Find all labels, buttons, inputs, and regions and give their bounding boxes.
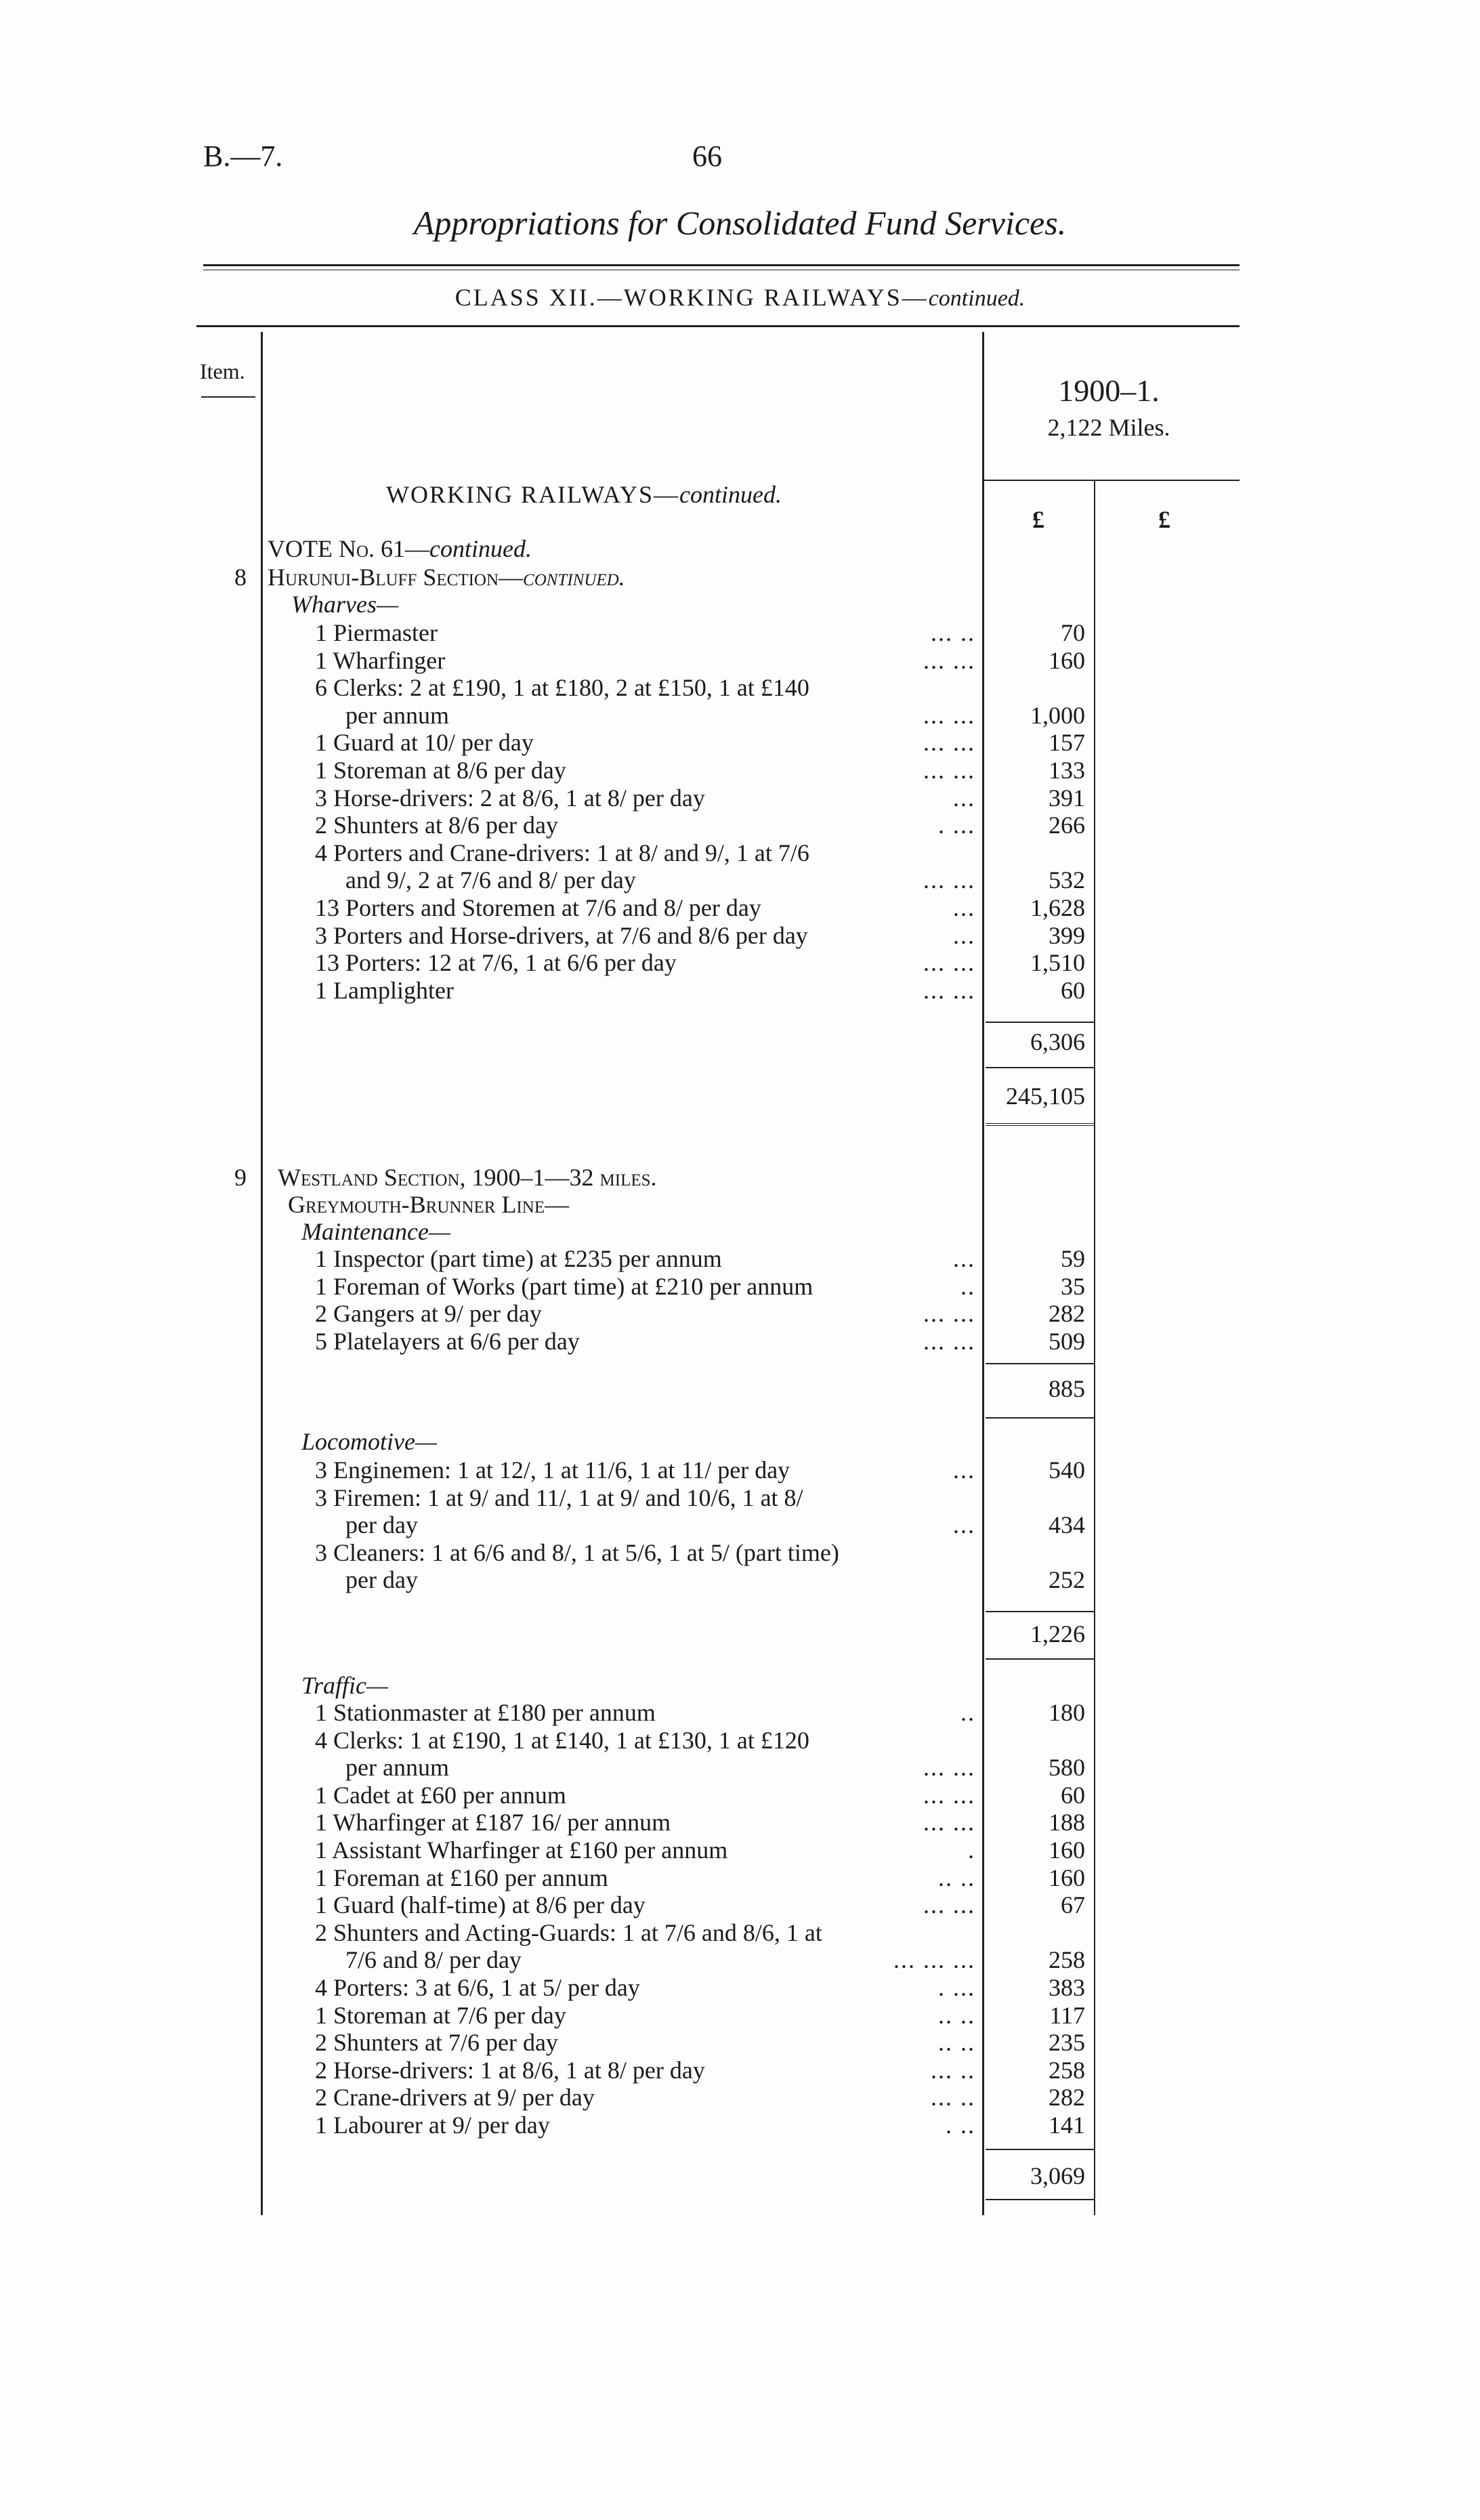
row-description: and 9/, 2 at 7/6 and 8/ per day	[345, 866, 636, 894]
table-row	[0, 1836, 1480, 1864]
row-leader-dots: ... ...	[923, 1891, 975, 1919]
traffic-heading: Traffic—	[301, 1672, 389, 1699]
table-row	[0, 1782, 1480, 1809]
row-amount: 258	[1049, 1946, 1085, 1974]
table-row	[0, 2112, 1480, 2139]
row-leader-dots: ... ...	[923, 1300, 975, 1327]
row-amount: 70	[1061, 619, 1085, 646]
row-description: 4 Porters: 3 at 6/6, 1 at 5/ per day	[315, 1974, 640, 2001]
row-description: 4 Porters and Crane-drivers: 1 at 8/ and 9/, 1 at 7/6	[315, 839, 809, 866]
table-row	[0, 1809, 1480, 1836]
table-row	[0, 647, 1480, 674]
table-row	[0, 1919, 1480, 1946]
table-row	[0, 1754, 1480, 1781]
row-amount: 235	[1049, 2029, 1085, 2057]
row-leader-dots: . ..	[946, 2112, 975, 2139]
row-description: 5 Platelayers at 6/6 per day	[315, 1327, 580, 1355]
row-amount: 60	[1061, 1781, 1085, 1809]
row-description: 2 Shunters at 8/6 per day	[315, 812, 558, 839]
row-leader-dots: ...	[953, 784, 975, 812]
row-description: 3 Firemen: 1 at 9/ and 11/, 1 at 9/ and 10/6, 1 at 8/	[315, 1484, 803, 1511]
row-description: 2 Horse-drivers: 1 at 8/6, 1 at 8/ per day	[315, 2056, 705, 2084]
subtotal-rule	[986, 1363, 1095, 1364]
table-row	[0, 866, 1480, 894]
row-leader-dots: .. ..	[938, 2001, 975, 2029]
row-amount: 188	[1049, 1809, 1085, 1836]
row-description: 7/6 and 8/ per day	[345, 1946, 522, 1974]
pound-header-2: £	[1158, 506, 1170, 533]
row-leader-dots: . ...	[938, 1974, 975, 2001]
document-reference: B.—7.	[203, 140, 283, 173]
table-row	[0, 977, 1480, 1004]
subtotal-rule	[986, 1417, 1095, 1419]
row-amount: 391	[1049, 784, 1085, 812]
table-row	[0, 1300, 1480, 1327]
row-leader-dots: ... ..	[931, 619, 975, 646]
pound-header-1: £	[1032, 506, 1044, 533]
subtotal-rule	[986, 1611, 1095, 1612]
row-amount: 35	[1061, 1272, 1085, 1300]
section-heading: WORKING RAILWAYS—continued.	[386, 481, 782, 508]
row-description: 2 Shunters and Acting-Guards: 1 at 7/6 and 8/6, 1 at	[315, 1918, 822, 1946]
row-leader-dots: ... ..	[931, 2056, 975, 2084]
row-leader-dots: .. ..	[938, 2029, 975, 2057]
row-leader-dots: .. ..	[938, 1864, 975, 1891]
maintenance-heading: Maintenance—	[301, 1218, 450, 1245]
row-leader-dots: ... ..	[931, 2084, 975, 2112]
row-leader-dots: ..	[960, 1699, 975, 1726]
row-description: 1 Foreman at £160 per annum	[315, 1864, 608, 1891]
table-row	[0, 1539, 1480, 1566]
row-amount: 266	[1049, 812, 1085, 839]
row-description: 1 Labourer at 9/ per day	[315, 2112, 550, 2139]
row-leader-dots: ... ...	[923, 757, 975, 784]
row-description: 3 Cleaners: 1 at 6/6 and 8/, 1 at 5/6, 1 at 5/ (part time)	[315, 1538, 839, 1566]
row-amount: 133	[1049, 757, 1085, 784]
table-row	[0, 1891, 1480, 1918]
row-leader-dots: ...	[953, 921, 975, 949]
row-amount: 540	[1049, 1456, 1085, 1484]
row-amount: 399	[1049, 921, 1085, 949]
row-description: 1 Storeman at 8/6 per day	[315, 757, 566, 784]
row-amount: 160	[1049, 1836, 1085, 1864]
row-leader-dots: ...	[953, 894, 975, 921]
traffic-subtotal: 3,069	[1030, 2162, 1085, 2189]
table-row	[0, 1328, 1480, 1355]
table-row	[0, 1245, 1480, 1272]
locomotive-subtotal: 1,226	[1030, 1620, 1085, 1647]
row-amount: 532	[1049, 866, 1085, 894]
table-row	[0, 2029, 1480, 2056]
row-amount: 59	[1061, 1245, 1085, 1272]
row-leader-dots: ... ...	[923, 976, 975, 1004]
subtotal-rule	[986, 1022, 1095, 1023]
row-amount: 67	[1061, 1891, 1085, 1919]
table-row	[0, 894, 1480, 921]
row-amount: 258	[1049, 2056, 1085, 2084]
row-leader-dots: .	[968, 1836, 975, 1864]
total-rule	[986, 1123, 1095, 1126]
table-row	[0, 1864, 1480, 1891]
row-description: 3 Enginemen: 1 at 12/, 1 at 11/6, 1 at 11/ per day	[315, 1456, 790, 1484]
table-row	[0, 619, 1480, 646]
row-leader-dots: ... ...	[923, 1754, 975, 1782]
item-9-section: 9 Westland Section, 1900–1—32 miles.	[234, 1164, 657, 1191]
subtotal-rule	[986, 1658, 1095, 1660]
row-description: 1 Lamplighter	[315, 976, 454, 1004]
row-description: 1 Wharfinger at £187 16/ per annum	[315, 1809, 671, 1836]
row-leader-dots: ... ...	[923, 646, 975, 674]
table-row	[0, 2002, 1480, 2029]
table-row	[0, 1946, 1480, 1973]
table-row	[0, 1511, 1480, 1538]
wharves-heading: Wharves—	[291, 591, 398, 618]
row-leader-dots: ... ...	[923, 949, 975, 977]
row-description: 6 Clerks: 2 at £190, 1 at £180, 2 at £150, 1 at £140	[315, 674, 809, 702]
subtotal-rule	[986, 2199, 1095, 2200]
row-amount: 160	[1049, 1864, 1085, 1891]
row-leader-dots: ... ...	[923, 866, 975, 894]
table-row	[0, 812, 1480, 839]
row-leader-dots: ... ...	[923, 729, 975, 757]
row-amount: 1,628	[1030, 894, 1085, 921]
item-header-underline	[201, 396, 255, 398]
row-amount: 509	[1049, 1327, 1085, 1355]
row-description: 13 Porters and Storemen at 7/6 and 8/ per day	[315, 894, 761, 921]
table-row	[0, 2057, 1480, 2084]
row-description: 1 Storeman at 7/6 per day	[315, 2001, 566, 2029]
table-row	[0, 922, 1480, 949]
table-row	[0, 1566, 1480, 1593]
row-leader-dots: ...	[953, 1245, 975, 1272]
row-description: per annum	[345, 1754, 449, 1782]
miles-header: 2,122 Miles.	[1047, 414, 1170, 441]
row-description: 2 Crane-drivers at 9/ per day	[315, 2084, 595, 2112]
row-leader-dots: . ...	[938, 812, 975, 839]
row-amount: 117	[1049, 2001, 1085, 2029]
table-row	[0, 757, 1480, 784]
table-row	[0, 1273, 1480, 1300]
row-leader-dots: ... ...	[923, 1327, 975, 1355]
subtotal-rule	[986, 2149, 1095, 2150]
row-description: 1 Cadet at £60 per annum	[315, 1781, 566, 1809]
row-description: 2 Gangers at 9/ per day	[315, 1300, 542, 1327]
row-amount: 580	[1049, 1754, 1085, 1782]
row-description: 1 Assistant Wharfinger at £160 per annum	[315, 1836, 728, 1864]
row-amount: 434	[1049, 1511, 1085, 1538]
item-8-total: 245,105	[1006, 1083, 1085, 1110]
row-leader-dots: ..	[960, 1272, 975, 1300]
table-rule-top	[196, 325, 1240, 327]
locomotive-heading: Locomotive—	[301, 1428, 437, 1455]
row-description: per annum	[345, 701, 449, 729]
row-leader-dots: ...	[953, 1511, 975, 1538]
table-row	[0, 729, 1480, 756]
row-amount: 160	[1049, 646, 1085, 674]
row-description: per day	[345, 1566, 418, 1593]
title-rule-top	[203, 264, 1240, 266]
row-amount: 60	[1061, 976, 1085, 1004]
row-leader-dots: ... ...	[923, 701, 975, 729]
wharves-subtotal: 6,306	[1030, 1028, 1085, 1055]
year-header: 1900–1.	[1058, 373, 1160, 408]
row-amount: 252	[1049, 1566, 1085, 1593]
row-amount: 141	[1049, 2112, 1085, 2139]
row-amount: 1,510	[1030, 949, 1085, 977]
row-description: 2 Shunters at 7/6 per day	[315, 2029, 558, 2057]
table-row	[0, 674, 1480, 701]
row-amount: 180	[1049, 1699, 1085, 1726]
table-row	[0, 702, 1480, 729]
row-description: 1 Inspector (part time) at £235 per annum	[315, 1245, 722, 1272]
maintenance-subtotal: 885	[1049, 1375, 1085, 1402]
table-row	[0, 1484, 1480, 1511]
row-amount: 1,000	[1030, 701, 1085, 729]
table-row	[0, 1974, 1480, 2001]
item-8-section: 8 Hurunui-Bluff Section—continued.	[234, 564, 625, 591]
row-description: 1 Guard at 10/ per day	[315, 729, 534, 757]
row-description: 1 Foreman of Works (part time) at £210 per annum	[315, 1272, 813, 1300]
table-row	[0, 1699, 1480, 1726]
row-amount: 282	[1049, 2084, 1085, 2112]
table-row	[0, 1456, 1480, 1484]
table-row	[0, 1727, 1480, 1754]
row-description: 13 Porters: 12 at 7/6, 1 at 6/6 per day	[315, 949, 677, 977]
table-row	[0, 839, 1480, 866]
row-description: 1 Wharfinger	[315, 646, 446, 674]
row-amount: 282	[1049, 1300, 1085, 1327]
vote-heading: VOTE No. 61—continued.	[268, 535, 532, 562]
row-description: 1 Guard (half-time) at 8/6 per day	[315, 1891, 646, 1919]
row-amount: 383	[1049, 1974, 1085, 2001]
row-description: 3 Horse-drivers: 2 at 8/6, 1 at 8/ per day	[315, 784, 705, 812]
row-description: 3 Porters and Horse-drivers, at 7/6 and 8/6 per day	[315, 921, 808, 949]
subtotal-rule	[986, 1067, 1095, 1068]
row-leader-dots: ... ...	[923, 1781, 975, 1809]
row-leader-dots: ...	[953, 1456, 975, 1484]
row-description: 4 Clerks: 1 at £190, 1 at £140, 1 at £130, 1 at £120	[315, 1726, 809, 1754]
row-leader-dots: ... ... ...	[893, 1946, 975, 1974]
table-row	[0, 2084, 1480, 2111]
row-description: per day	[345, 1511, 418, 1538]
row-amount: 157	[1049, 729, 1085, 757]
table-row	[0, 949, 1480, 976]
table-row	[0, 784, 1480, 812]
row-description: 1 Piermaster	[315, 619, 438, 646]
row-leader-dots: ... ...	[923, 1809, 975, 1836]
page-title: Appropriations for Consolidated Fund Services.	[413, 204, 1067, 242]
page-number: 66	[692, 140, 722, 173]
class-heading: CLASS XII.—WORKING RAILWAYS—continued.	[454, 284, 1026, 311]
line-heading: Greymouth-Brunner Line—	[288, 1191, 570, 1218]
row-description: 1 Stationmaster at £180 per annum	[315, 1699, 656, 1726]
item-column-header: Item.	[200, 359, 245, 383]
